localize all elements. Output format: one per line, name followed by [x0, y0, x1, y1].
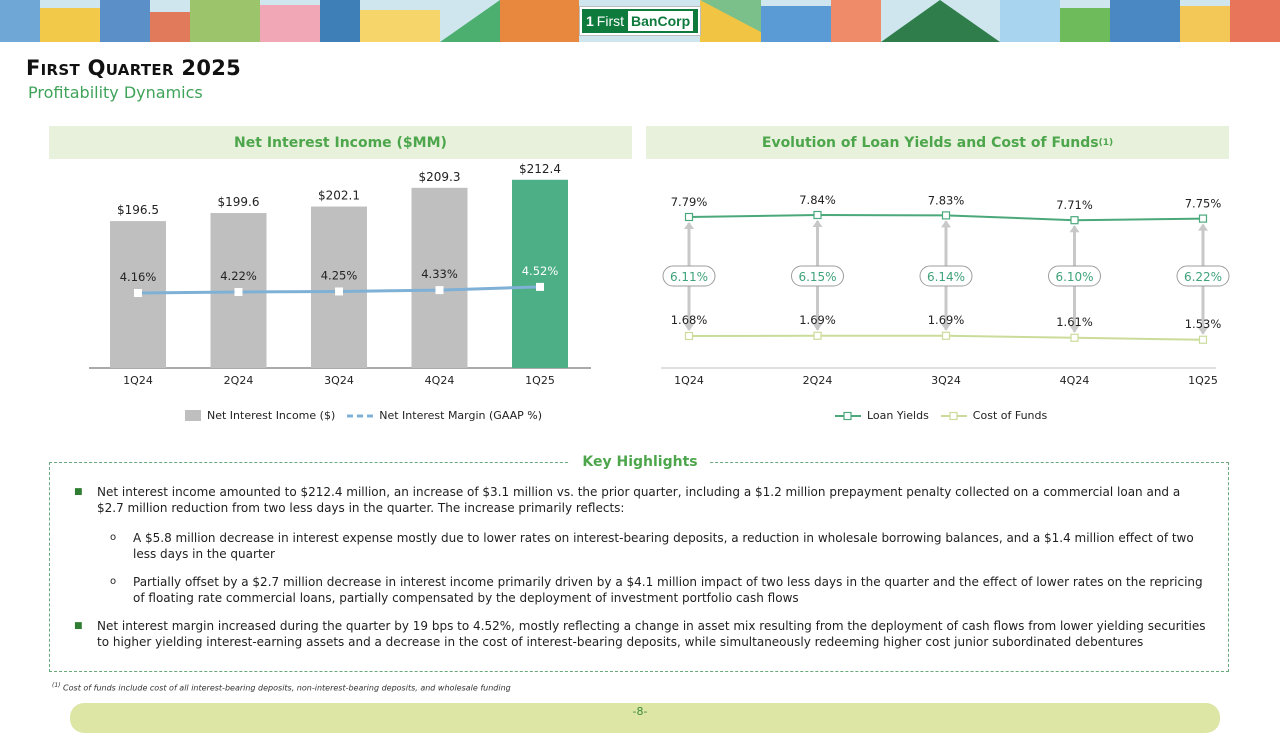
cof-point	[1071, 334, 1078, 341]
nii-bar-value-label: $202.1	[318, 188, 360, 203]
nim-value-label: 4.25%	[320, 268, 358, 283]
spread-value-label: 6.11%	[669, 270, 709, 284]
spread-arrow-up	[684, 222, 694, 229]
nii-bar	[311, 207, 367, 368]
legend-item-loan-yields	[835, 409, 929, 422]
nim-value-label: 4.16%	[119, 270, 157, 284]
x-tick-label: 1Q24	[123, 374, 153, 387]
nii-legend	[185, 409, 554, 422]
nim-point	[436, 287, 443, 294]
nii-chart	[49, 161, 632, 395]
page-number: -8-	[632, 705, 648, 718]
page-subtitle: Profitability Dynamics	[28, 83, 203, 102]
legend-label-cost-of-funds: Cost of Funds	[972, 409, 1048, 422]
circle-bullet-icon: o	[110, 576, 117, 587]
highlight-text: Net interest margin increased during the quarter by 19 bps to 4.52%, mostly reflecting a change in asset mix resulting from the deployment of cash flows from lower yielding securities to higher yielding interest-earning assets and a decrease in the cost of interest-bearing deposits, while simultaneously redeeming higher cost junior subordinated debentures	[97, 619, 1206, 649]
cof-point	[814, 332, 821, 339]
highlight-bullet	[74, 484, 1206, 516]
circle-bullet-icon: o	[110, 532, 117, 543]
legend-swatch-cof	[941, 411, 967, 421]
cof-value-label: 1.69%	[927, 312, 965, 327]
nii-panel-title: Net Interest Income ($MM)	[234, 134, 447, 151]
nim-point	[537, 283, 544, 290]
spread-arrow-up	[813, 220, 823, 227]
loan-yield-value-label: 7.83%	[927, 193, 965, 208]
x-tick-label: 4Q24	[424, 374, 455, 387]
loan-yield-point	[814, 212, 821, 219]
legend-swatch-bar	[185, 410, 201, 421]
logo-number: 1	[586, 13, 594, 29]
highlight-sub-bullet	[74, 530, 1206, 562]
yields-chart	[646, 190, 1229, 395]
loan-yield-point	[1200, 215, 1207, 222]
cof-value-label: 1.69%	[799, 312, 836, 327]
yields-panel-title: Evolution of Loan Yields and Cost of Funds	[761, 134, 1099, 151]
header-banner	[0, 0, 1280, 42]
highlight-bullet	[74, 618, 1206, 650]
x-tick-label: 4Q24	[1059, 374, 1090, 387]
logo-bancorp: BanCorp	[628, 11, 693, 31]
x-tick-label: 3Q24	[931, 374, 961, 387]
highlight-sub-bullet	[74, 574, 1206, 606]
cof-point	[686, 333, 693, 340]
footnote-ref: (1)	[52, 682, 61, 689]
loan-yield-value-label: 7.75%	[1184, 196, 1222, 211]
cof-value-label: 1.61%	[1056, 314, 1093, 329]
nim-value-label: 4.22%	[220, 268, 257, 283]
loan-yield-point	[686, 214, 693, 221]
nim-point	[336, 288, 343, 295]
cof-point	[1200, 336, 1207, 343]
highlight-sub-text: Partially offset by a $2.7 million decrease in interest income primarily driven by a $4.1 million impact of two less days in the quarter and the effect of lower rates on the repricing of floating rate commercial loans, partially compensated by the deployment of investment portfolio cash flows	[133, 575, 1203, 605]
square-bullet-icon: ■	[74, 487, 83, 497]
spread-value-label: 6.22%	[1183, 270, 1223, 284]
loan-yield-value-label: 7.84%	[799, 193, 836, 207]
square-bullet-icon: ■	[74, 621, 83, 631]
nii-bar-value-label: $199.6	[217, 195, 260, 210]
footnote	[52, 682, 511, 693]
loan-yield-value-label: 7.79%	[670, 195, 708, 209]
legend-item-nim	[347, 409, 542, 422]
nim-value-label: 4.33%	[421, 267, 458, 282]
nim-point	[235, 288, 242, 295]
logo-first: First	[596, 13, 625, 29]
spread-arrow-up	[941, 220, 951, 227]
legend-label-nim: Net Interest Margin (GAAP %)	[379, 409, 543, 422]
legend-item-nii	[185, 409, 335, 422]
footnote-text: Cost of funds include cost of all interest-bearing deposits, non-interest-bearing deposits, and wholesale funding	[63, 683, 511, 693]
loan-yield-value-label: 7.71%	[1056, 198, 1093, 213]
nim-value-label: 4.52%	[521, 263, 559, 278]
legend-swatch-loan	[835, 411, 861, 421]
x-tick-label: 3Q24	[324, 374, 354, 387]
x-tick-label: 2Q24	[802, 374, 833, 387]
cof-value-label: 1.68%	[670, 313, 708, 327]
x-tick-label: 1Q25	[525, 374, 555, 387]
legend-label-loan-yields: Loan Yields	[867, 409, 929, 422]
x-tick-label: 2Q24	[223, 374, 254, 387]
nii-panel-header	[49, 126, 632, 159]
nii-bar-value-label: $209.3	[418, 169, 461, 184]
spread-arrow-up	[1198, 224, 1208, 231]
page-title-text: First Quarter 2025	[26, 56, 242, 80]
highlight-text: Net interest income amounted to $212.4 million, an increase of $3.1 million vs. the prior quarter, including a $1.2 million prepayment penalty collected on a commercial loan and a $2.7 million reduction from two less days in the quarter. The increase primarily reflects:	[97, 485, 1181, 515]
cof-point	[943, 332, 950, 339]
legend-item-cost-of-funds	[941, 409, 1047, 422]
company-logo	[579, 6, 701, 36]
nim-point	[135, 290, 142, 297]
yields-panel-header	[646, 126, 1229, 159]
x-tick-label: 1Q25	[1188, 374, 1218, 387]
yields-panel-footnote-ref: (1)	[1098, 137, 1114, 148]
spread-value-label: 6.10%	[1055, 270, 1094, 284]
spread-value-label: 6.14%	[926, 270, 966, 284]
yields-legend	[835, 409, 1059, 422]
legend-swatch-dashed-line	[347, 411, 373, 421]
key-highlights-title: Key Highlights	[570, 454, 710, 470]
nii-bar-value-label: $196.5	[117, 203, 159, 218]
highlight-sub-text: A $5.8 million decrease in interest expense mostly due to lower rates on interest-bearing deposits, a reduction in wholesale borrowing balances, and a $1.4 million effect of two less days in the quarter	[133, 531, 1194, 561]
nii-bar-value-label: $212.4	[519, 161, 561, 176]
key-highlights-list	[74, 484, 1206, 664]
spread-arrow-up	[1070, 225, 1080, 232]
legend-label-nii: Net Interest Income ($)	[207, 409, 336, 422]
loan-yield-point	[1071, 217, 1078, 224]
page-title	[26, 56, 241, 80]
loan-yield-point	[943, 212, 950, 219]
x-tick-label: 1Q24	[674, 374, 704, 387]
cof-value-label: 1.53%	[1184, 316, 1222, 331]
spread-value-label: 6.15%	[798, 270, 837, 284]
